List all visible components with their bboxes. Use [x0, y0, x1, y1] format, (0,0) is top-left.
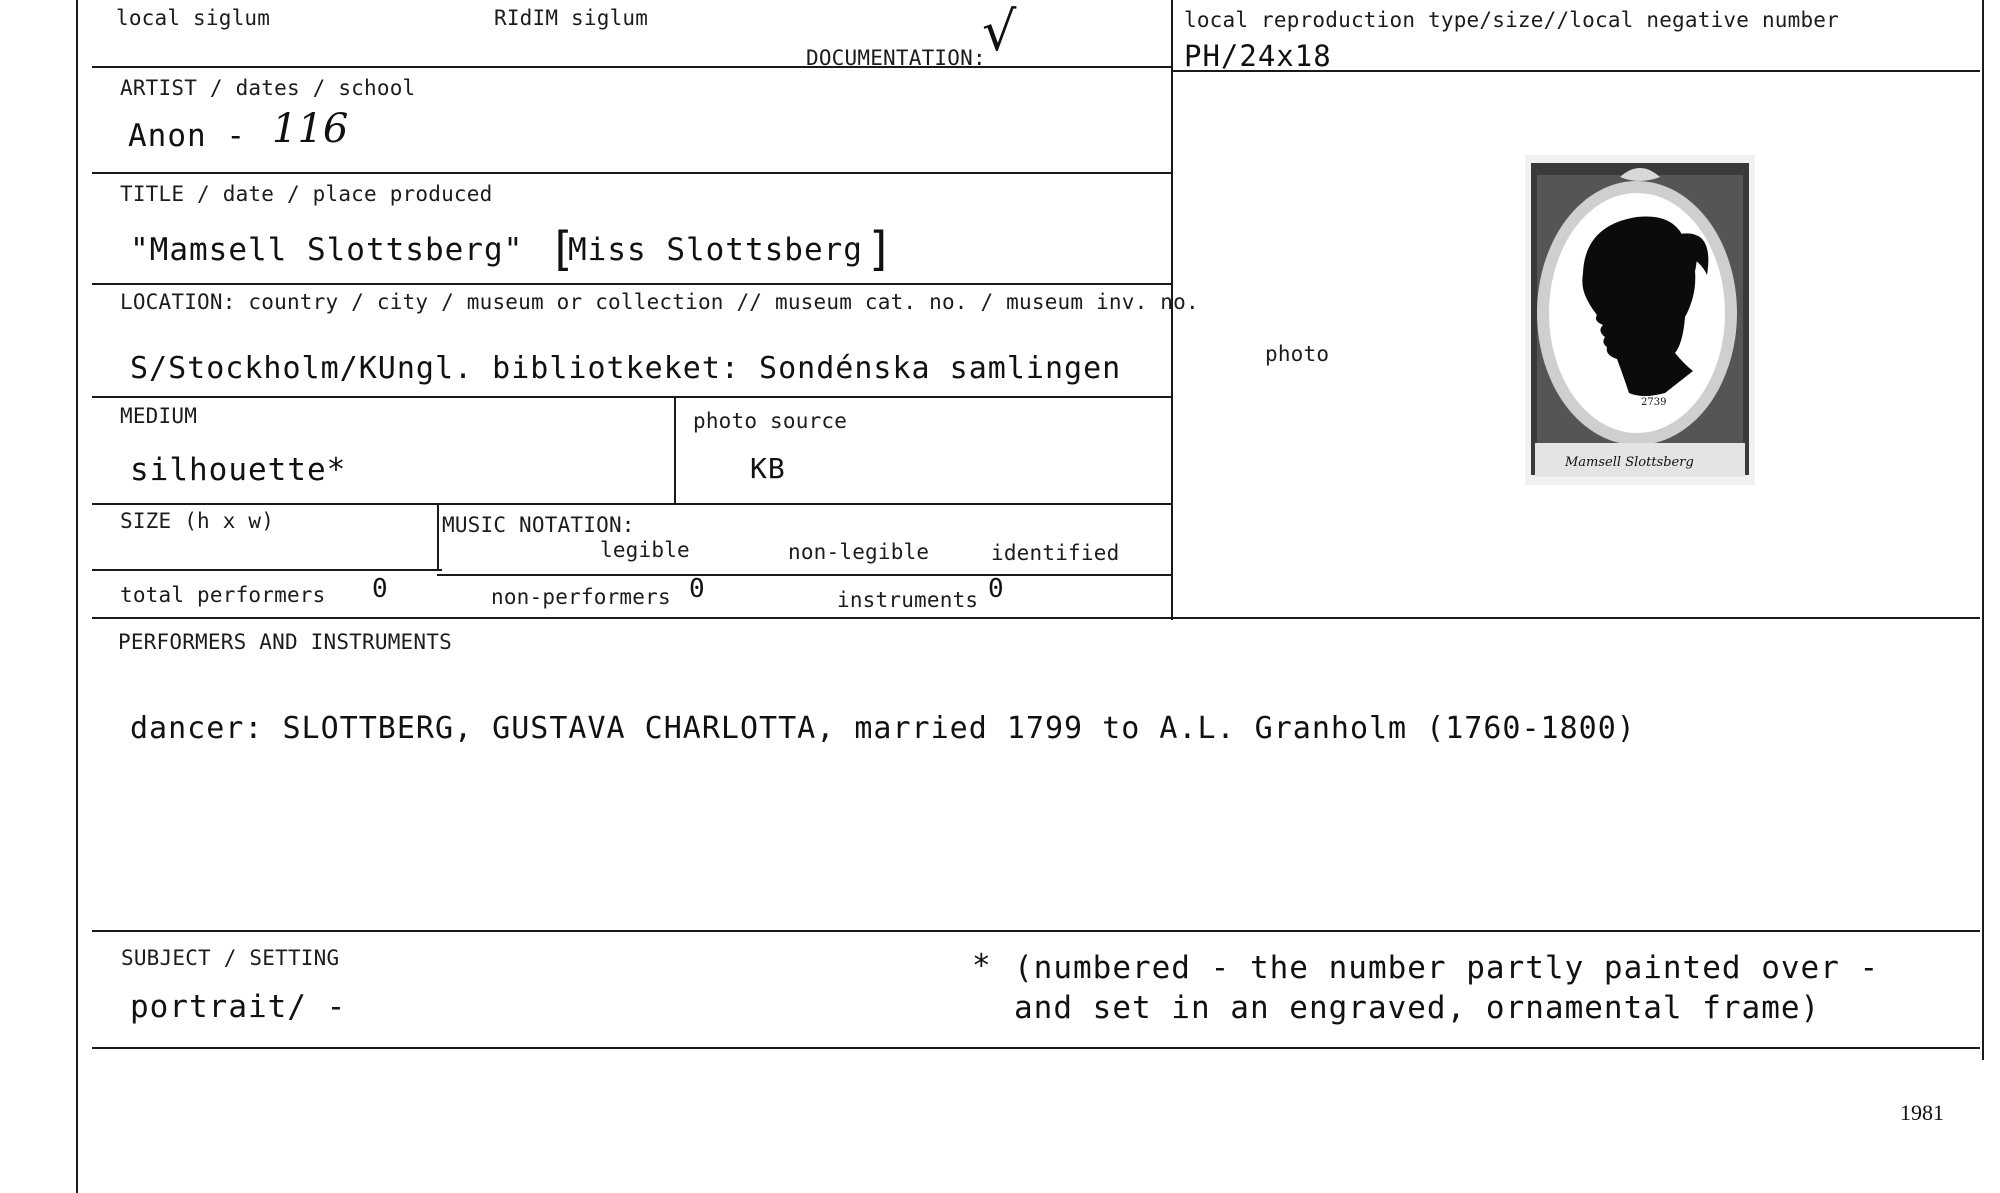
header-rule-left	[92, 66, 1172, 68]
performers-value: dancer: SLOTTBERG, GUSTAVA CHARLOTTA, married 1799 to A.L. Granholm (1760-1800)	[130, 711, 1636, 746]
size-label: SIZE (h x w)	[120, 509, 275, 533]
instruments-label: instruments	[837, 588, 979, 612]
photo-label: photo	[1265, 342, 1330, 366]
left-margin-line	[76, 0, 78, 1193]
music-non-legible-label: non-legible	[788, 540, 930, 564]
photo-caption: Mamsell Slottsberg	[1565, 455, 1694, 470]
subject-note-line1: (numbered - the number partly painted over -	[1014, 950, 1880, 986]
subject-rule	[92, 1047, 1980, 1049]
artist-rule	[92, 172, 1172, 174]
reproduction-label: local reproduction type/size//local negative number	[1184, 8, 1839, 32]
medium-divider	[674, 396, 676, 503]
artist-handwritten-number: 116	[272, 106, 349, 152]
subject-note-star: *	[972, 948, 992, 984]
documentation-label: DOCUMENTATION:	[806, 46, 986, 70]
title-open-bracket: [	[548, 222, 577, 276]
location-value: S/Stockholm/KUngl. bibliotkeket: Sondénska samlingen	[130, 351, 1122, 386]
documentation-checkmark: √	[982, 0, 1017, 63]
artist-value: Anon -	[128, 118, 246, 154]
medium-value: silhouette*	[130, 452, 347, 488]
music-notation-label: MUSIC NOTATION:	[442, 513, 635, 537]
total-performers-value: 0	[372, 574, 389, 604]
title-close-bracket: ]	[866, 222, 895, 276]
counts-rule	[92, 617, 1980, 619]
location-rule	[92, 396, 1172, 398]
music-rule	[437, 574, 1172, 576]
subject-label: SUBJECT / SETTING	[121, 946, 340, 970]
performers-rule	[92, 930, 1980, 932]
music-identified-label: identified	[991, 541, 1120, 565]
footer-year: 1981	[1900, 1100, 1944, 1125]
subject-note-line2: and set in an engraved, ornamental frame)	[1014, 990, 1821, 1026]
medium-label: MEDIUM	[120, 404, 198, 428]
instruments-value: 0	[988, 574, 1005, 604]
performers-label: PERFORMERS AND INSTRUMENTS	[118, 630, 452, 654]
title-label: TITLE / date / place produced	[120, 182, 493, 206]
non-performers-value: 0	[689, 574, 706, 604]
title-translation: Miss Slottsberg	[568, 232, 863, 268]
title-value: "Mamsell Slottsberg"	[130, 232, 524, 268]
total-performers-label: total performers	[120, 583, 326, 607]
silhouette-frame-image	[1525, 155, 1755, 485]
photo-number: 2739	[1641, 397, 1667, 408]
artist-label: ARTIST / dates / school	[120, 76, 416, 100]
reproduction-value: PH/24x18	[1184, 39, 1332, 73]
size-rule	[92, 569, 442, 571]
photo-source-value: KB	[750, 452, 786, 485]
size-divider	[437, 503, 439, 569]
local-siglum-label: local siglum	[116, 6, 271, 30]
photo-source-label: photo source	[693, 409, 848, 433]
subject-value: portrait/ -	[130, 989, 347, 1025]
medium-rule	[92, 503, 1172, 505]
non-performers-label: non-performers	[491, 585, 671, 609]
right-edge-line	[1982, 0, 1984, 1060]
title-rule	[92, 283, 1172, 285]
location-label: LOCATION: country / city / museum or collection // museum cat. no. / museum inv. no.	[120, 290, 1199, 314]
music-legible-label: legible	[600, 538, 690, 562]
silhouette-photo	[1525, 155, 1755, 485]
ridim-siglum-label: RIdIM siglum	[494, 6, 649, 30]
